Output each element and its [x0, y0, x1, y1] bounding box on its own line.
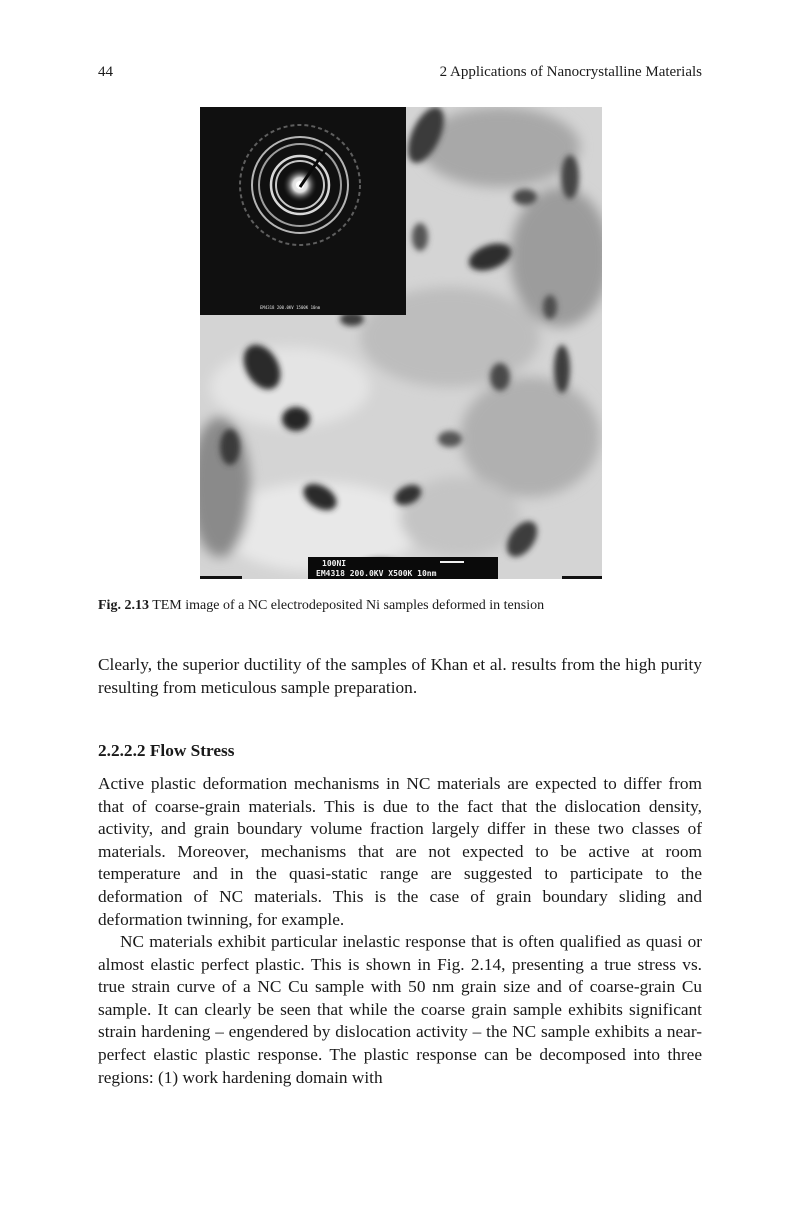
- section-heading: 2.2.2.2 Flow Stress: [98, 741, 235, 760]
- paragraph-3: NC materials exhibit particular inelastic response that is often qualified as quasi or almost elastic perfect plastic. This is shown in Fig. 2.14, presenting a true stress vs. true strain curve of a NC Cu sample with 50 nm grain size and of coarse-grain Cu sample. It can clearly be seen that while the coarse grain sample exhibits significant strain hardening – engendered by dislocation activity – the NC sample exhibits a near-perfect elastic plastic response. The plastic response can be decomposed into three regions: (1) work hardening domain with: [98, 932, 702, 1087]
- image-border-left: [200, 576, 242, 579]
- caption-text: TEM image of a NC electrodeposited Ni samples deformed in tension: [152, 598, 545, 613]
- tem-image: [200, 107, 602, 579]
- paragraph-1: Clearly, the superior ductility of the samples of Khan et al. results from the high purity resulting from meticulous sample preparation.: [98, 655, 702, 697]
- page-number: 44: [98, 64, 113, 80]
- image-border-right: [562, 576, 602, 579]
- tem-figure: [200, 107, 602, 579]
- figure-caption: [98, 598, 708, 614]
- caption-label: Fig. 2.13: [98, 598, 149, 613]
- scale-bar: [440, 561, 464, 563]
- running-title: 2 Applications of Nanocrystalline Materials: [439, 64, 702, 80]
- paragraph-2: Active plastic deformation mechanisms in NC materials are expected to differ from that of coarse-grain materials. This is due to the fact that the dislocation density, activity, and grain boundary volume fraction largely differ in these two classes of materials. Moreover, mechanisms that are not expected to be active at room temperature and in the quasi-static range are suggested to participate to the deformation of NC materials. This is the case of grain boundary sliding and deformation twinning, for example.: [98, 774, 702, 929]
- diffraction-inset: [200, 107, 406, 315]
- scale-bar-label-line1: 100NI: [322, 559, 347, 568]
- inset-scale-label: EM4318 200.0KV 1500K 10nm: [260, 305, 321, 310]
- scale-bar-label-line2: EM4318 200.0KV X500K 10nm: [316, 569, 437, 578]
